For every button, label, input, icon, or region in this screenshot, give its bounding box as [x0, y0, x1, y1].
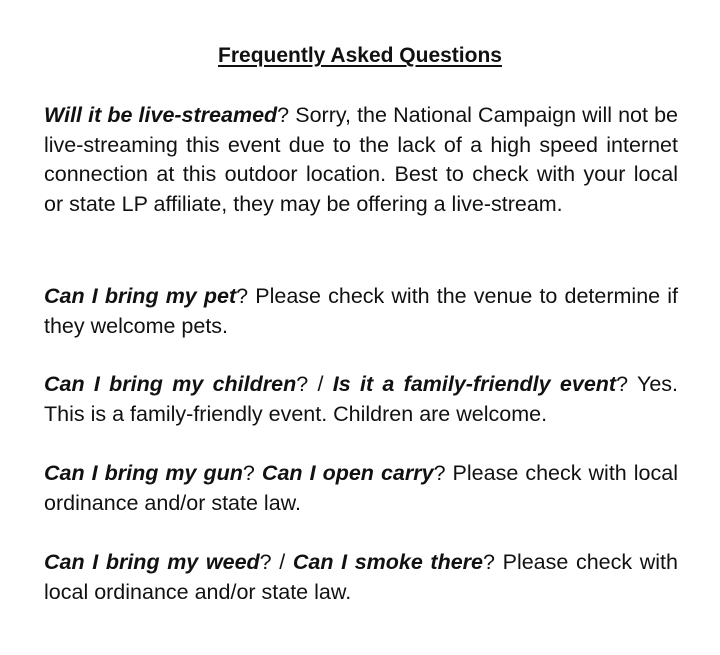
faq-answer: Please check with the venue to determine if they welcome pets. [44, 284, 678, 338]
faq-question-alt: Can I open carry [261, 461, 434, 485]
faq-question-alt: Is it a family-friendly event [332, 372, 617, 396]
faq-answer: Please check with local ordinance and/or state law. [44, 550, 678, 604]
faq-item-weed [44, 548, 678, 607]
faq-answer: Sorry, the National Campaign will not be live-streaming this event due to the lack of a high speed internet connection at this outdoor location. Best to check with your local or state LP affiliate, they may be offering a live-stream. [44, 103, 678, 216]
faq-question-mark: ? [433, 461, 446, 485]
page-title: Frequently Asked Questions [218, 44, 502, 67]
faq-question-alt: Can I smoke there [292, 550, 484, 574]
faq-item-gun [44, 459, 678, 518]
faq-item-children [44, 370, 678, 429]
faq-answer: Yes. This is a family-friendly event. Children are welcome. [44, 372, 679, 426]
faq-item-pet [44, 282, 678, 341]
faq-separator: ? / [259, 550, 293, 574]
faq-question: Will it be live-streamed [44, 103, 278, 127]
faq-question-mark: ? [483, 550, 495, 574]
faq-question: Can I bring my weed [44, 550, 260, 574]
faq-question-mark: ? [236, 284, 249, 308]
faq-question-mark: ? [616, 372, 629, 396]
faq-answer: Please check with local ordinance and/or state law. [44, 461, 678, 515]
faq-item-live-stream [44, 101, 678, 219]
faq-question-mark: ? [277, 103, 290, 127]
faq-question: Can I bring my children [44, 372, 297, 396]
faq-separator: ? / [296, 372, 333, 396]
faq-question: Can I bring my gun [44, 461, 243, 485]
faq-separator: ? [242, 461, 262, 485]
faq-question: Can I bring my pet [44, 284, 237, 308]
